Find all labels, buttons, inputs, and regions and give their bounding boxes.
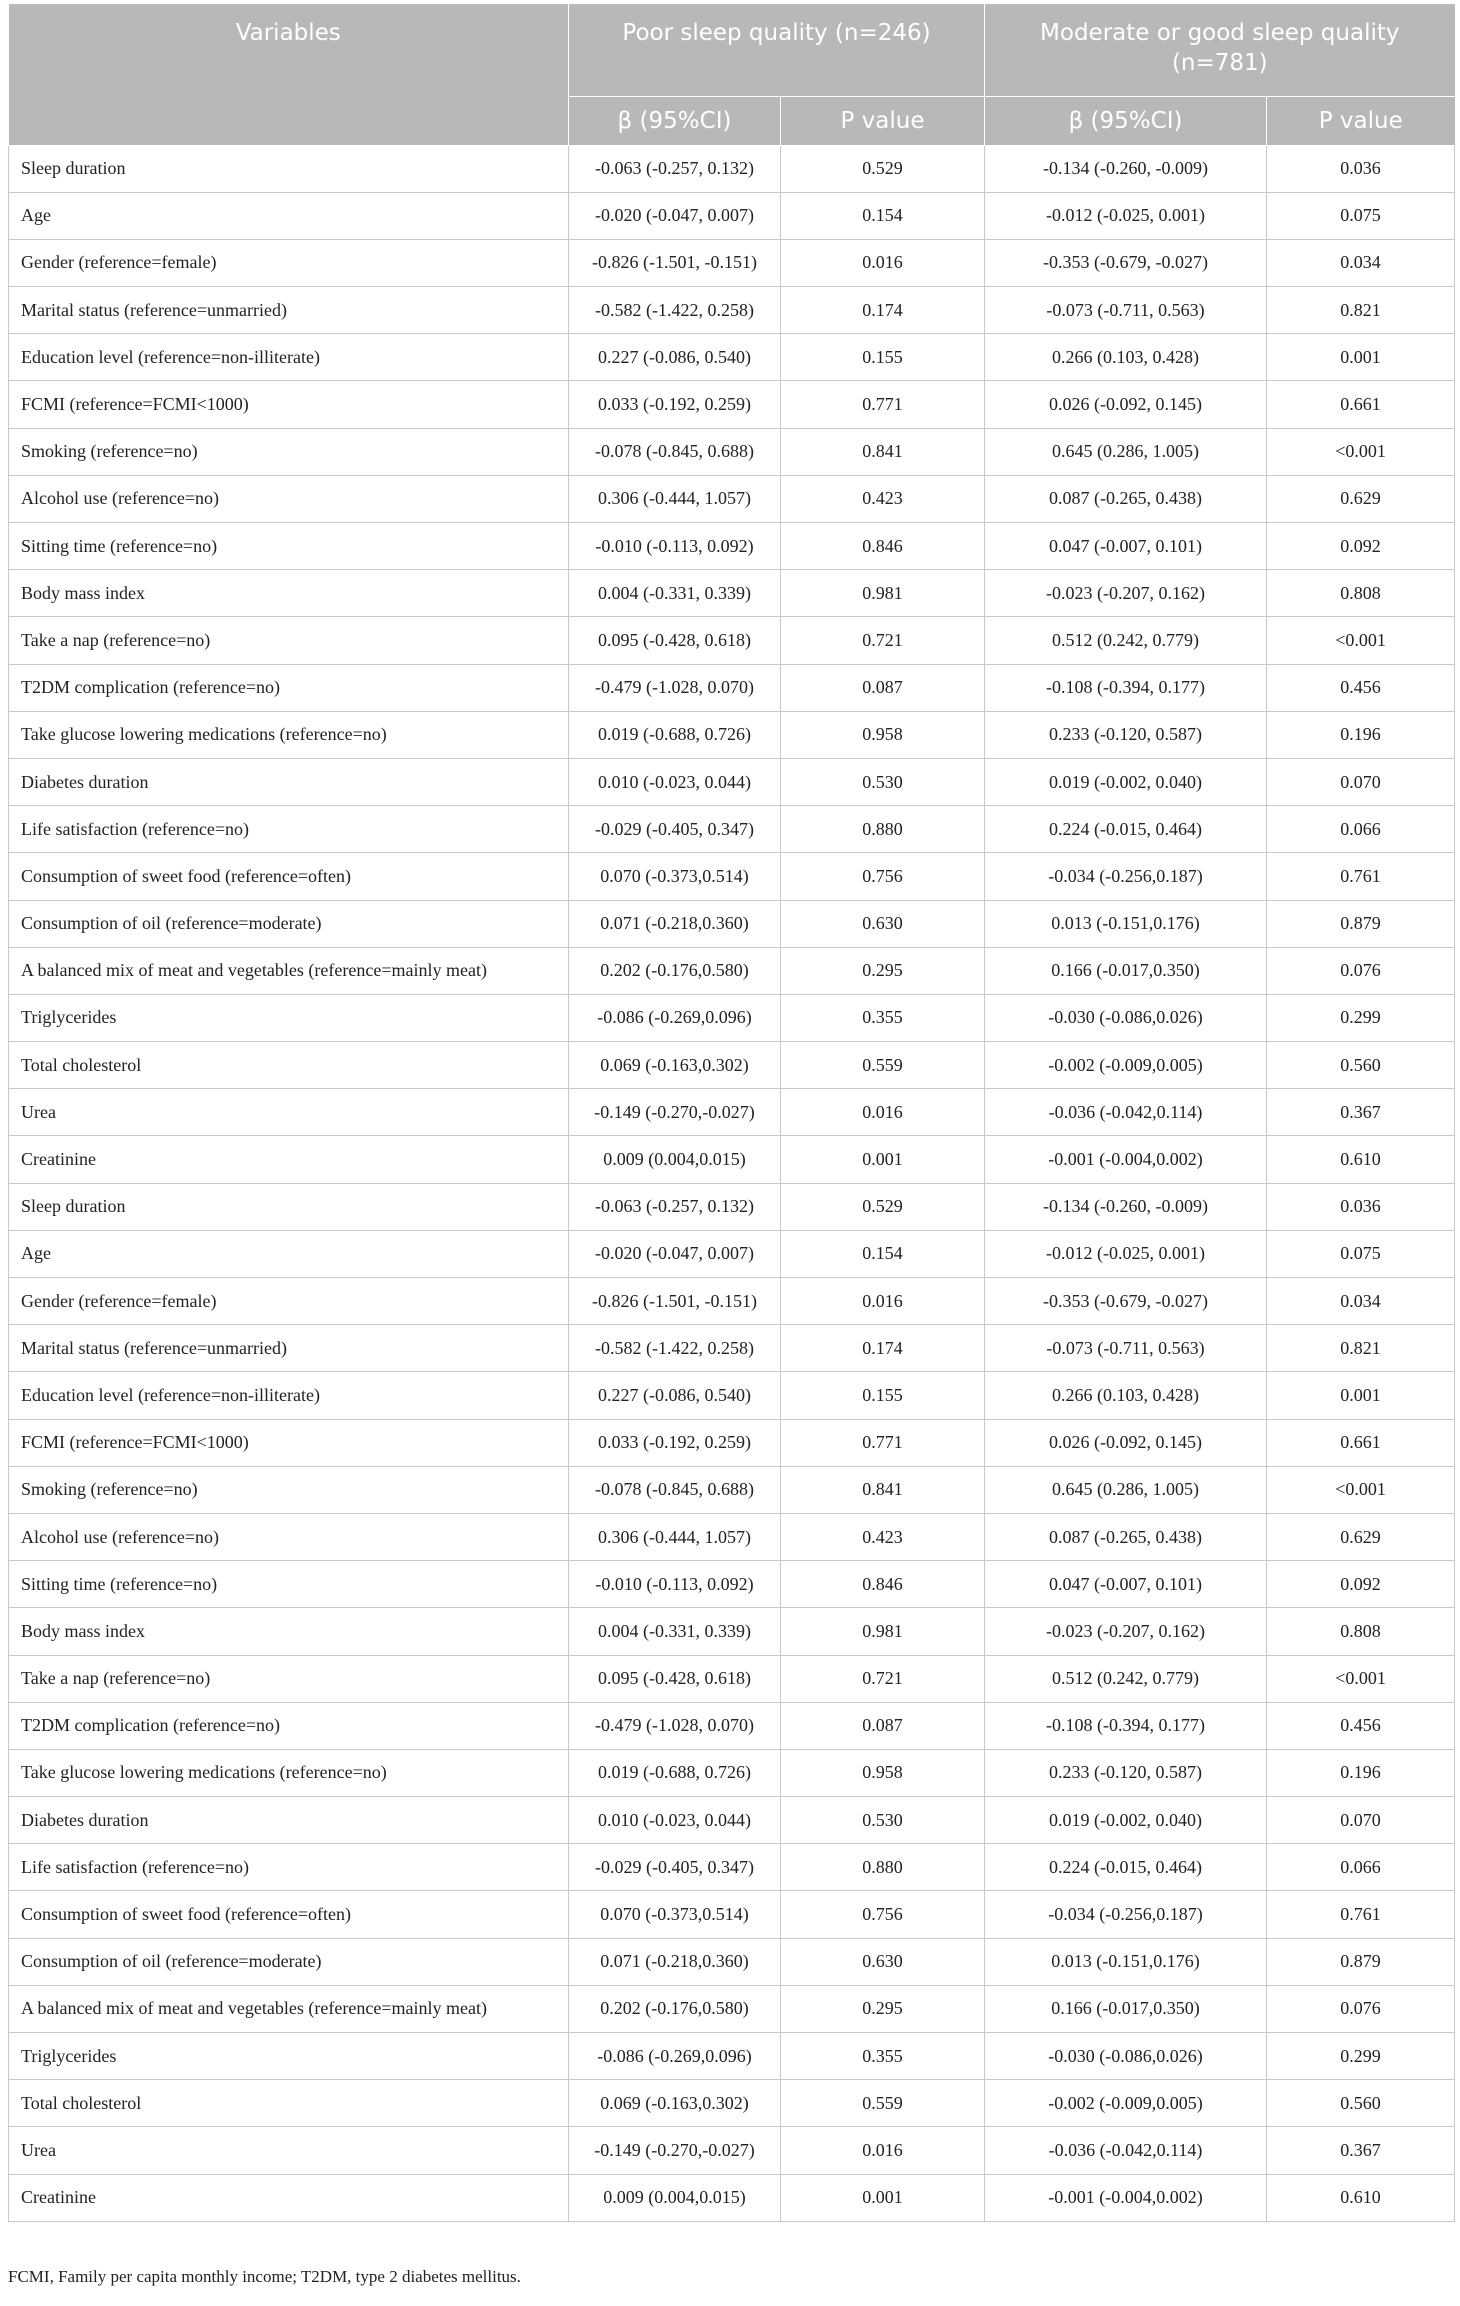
variable-cell: FCMI (reference=FCMI<1000)	[9, 1419, 569, 1466]
table-row	[9, 145, 1455, 192]
pvalue-poor-cell: 0.423	[781, 1513, 985, 1560]
beta-poor-cell: 0.202 (-0.176,0.580)	[569, 1985, 781, 2032]
beta-good-cell: -0.108 (-0.394, 0.177)	[985, 664, 1267, 711]
variable-cell: Take glucose lowering medications (reference=no)	[9, 1749, 569, 1796]
pvalue-poor-cell: 0.880	[781, 806, 985, 853]
pvalue-poor-cell: 0.721	[781, 1655, 985, 1702]
pvalue-poor-cell: 0.846	[781, 523, 985, 570]
beta-poor-cell: -0.149 (-0.270,-0.027)	[569, 2127, 781, 2174]
beta-poor-cell: 0.019 (-0.688, 0.726)	[569, 1749, 781, 1796]
pvalue-poor-cell: 0.958	[781, 1749, 985, 1796]
beta-poor-cell: 0.071 (-0.218,0.360)	[569, 1938, 781, 1985]
beta-poor-cell: 0.095 (-0.428, 0.618)	[569, 617, 781, 664]
table-body	[9, 145, 1455, 2221]
beta-poor-cell: -0.063 (-0.257, 0.132)	[569, 1183, 781, 1230]
pvalue-good-cell: <0.001	[1267, 617, 1455, 664]
variable-cell: Consumption of oil (reference=moderate)	[9, 900, 569, 947]
pvalue-poor-cell: 0.559	[781, 1042, 985, 1089]
pvalue-poor-cell: 0.529	[781, 1183, 985, 1230]
table-row	[9, 1561, 1455, 1608]
pvalue-poor-cell: 0.016	[781, 1278, 985, 1325]
pvalue-good-cell: 0.879	[1267, 900, 1455, 947]
pvalue-poor-cell: 0.841	[781, 1466, 985, 1513]
beta-good-cell: 0.166 (-0.017,0.350)	[985, 947, 1267, 994]
table-header	[9, 4, 1455, 145]
table-row	[9, 1938, 1455, 1985]
pvalue-poor-cell: 0.530	[781, 1797, 985, 1844]
table-row	[9, 1042, 1455, 1089]
beta-poor-cell: -0.086 (-0.269,0.096)	[569, 2033, 781, 2080]
variable-cell: Triglycerides	[9, 994, 569, 1041]
beta-good-cell: 0.166 (-0.017,0.350)	[985, 1985, 1267, 2032]
header-poor-sleep: Poor sleep quality (n=246)	[569, 4, 985, 96]
table-row	[9, 711, 1455, 758]
beta-good-cell: 0.233 (-0.120, 0.587)	[985, 1749, 1267, 1796]
pvalue-good-cell: 0.629	[1267, 475, 1455, 522]
beta-poor-cell: -0.063 (-0.257, 0.132)	[569, 145, 781, 192]
pvalue-poor-cell: 0.841	[781, 428, 985, 475]
beta-good-cell: -0.073 (-0.711, 0.563)	[985, 1325, 1267, 1372]
pvalue-good-cell: <0.001	[1267, 1655, 1455, 1702]
beta-poor-cell: 0.202 (-0.176,0.580)	[569, 947, 781, 994]
header-pvalue-good: P value	[1267, 96, 1455, 145]
variable-cell: FCMI (reference=FCMI<1000)	[9, 381, 569, 428]
pvalue-good-cell: 0.036	[1267, 1183, 1455, 1230]
variable-cell: T2DM complication (reference=no)	[9, 664, 569, 711]
beta-good-cell: -0.023 (-0.207, 0.162)	[985, 1608, 1267, 1655]
variable-cell: Take a nap (reference=no)	[9, 617, 569, 664]
pvalue-poor-cell: 0.016	[781, 2127, 985, 2174]
table-row	[9, 1655, 1455, 1702]
pvalue-poor-cell: 0.771	[781, 381, 985, 428]
beta-good-cell: 0.019 (-0.002, 0.040)	[985, 758, 1267, 805]
beta-poor-cell: 0.306 (-0.444, 1.057)	[569, 1513, 781, 1560]
pvalue-good-cell: 0.075	[1267, 192, 1455, 239]
header-beta-poor: β (95%CI)	[569, 96, 781, 145]
pvalue-poor-cell: 0.630	[781, 1938, 985, 1985]
table-row	[9, 806, 1455, 853]
pvalue-good-cell: 0.661	[1267, 1419, 1455, 1466]
pvalue-good-cell: 0.661	[1267, 381, 1455, 428]
header-variables: Variables	[9, 4, 569, 145]
pvalue-poor-cell: 0.001	[781, 2174, 985, 2221]
table-row	[9, 1325, 1455, 1372]
table-row	[9, 1985, 1455, 2032]
beta-good-cell: 0.266 (0.103, 0.428)	[985, 334, 1267, 381]
variable-cell: Life satisfaction (reference=no)	[9, 806, 569, 853]
table-row	[9, 428, 1455, 475]
beta-good-cell: -0.001 (-0.004,0.002)	[985, 1136, 1267, 1183]
beta-good-cell: -0.036 (-0.042,0.114)	[985, 1089, 1267, 1136]
header-pvalue-poor: P value	[781, 96, 985, 145]
variable-cell: Sitting time (reference=no)	[9, 523, 569, 570]
variable-cell: Sleep duration	[9, 1183, 569, 1230]
beta-good-cell: 0.512 (0.242, 0.779)	[985, 1655, 1267, 1702]
pvalue-good-cell: 0.761	[1267, 1891, 1455, 1938]
variable-cell: Take a nap (reference=no)	[9, 1655, 569, 1702]
variable-cell: Sleep duration	[9, 145, 569, 192]
variable-cell: Creatinine	[9, 2174, 569, 2221]
beta-good-cell: -0.023 (-0.207, 0.162)	[985, 570, 1267, 617]
beta-poor-cell: -0.020 (-0.047, 0.007)	[569, 192, 781, 239]
variable-cell: A balanced mix of meat and vegetables (reference=mainly meat)	[9, 947, 569, 994]
beta-good-cell: 0.013 (-0.151,0.176)	[985, 900, 1267, 947]
variable-cell: T2DM complication (reference=no)	[9, 1702, 569, 1749]
table-row	[9, 2080, 1455, 2127]
pvalue-good-cell: 0.560	[1267, 1042, 1455, 1089]
table-row	[9, 947, 1455, 994]
variable-cell: Age	[9, 192, 569, 239]
table-row	[9, 617, 1455, 664]
pvalue-poor-cell: 0.530	[781, 758, 985, 805]
pvalue-poor-cell: 0.771	[781, 1419, 985, 1466]
pvalue-poor-cell: 0.981	[781, 570, 985, 617]
pvalue-good-cell: 0.821	[1267, 287, 1455, 334]
pvalue-good-cell: 0.629	[1267, 1513, 1455, 1560]
table-row	[9, 853, 1455, 900]
pvalue-good-cell: 0.196	[1267, 1749, 1455, 1796]
variable-cell: Diabetes duration	[9, 1797, 569, 1844]
table-row	[9, 664, 1455, 711]
table-row	[9, 1608, 1455, 1655]
pvalue-good-cell: 0.092	[1267, 1561, 1455, 1608]
beta-good-cell: 0.224 (-0.015, 0.464)	[985, 1844, 1267, 1891]
table-container	[8, 4, 1454, 2222]
beta-poor-cell: -0.010 (-0.113, 0.092)	[569, 1561, 781, 1608]
beta-good-cell: 0.224 (-0.015, 0.464)	[985, 806, 1267, 853]
table-row	[9, 381, 1455, 428]
variable-cell: Marital status (reference=unmarried)	[9, 287, 569, 334]
pvalue-poor-cell: 0.958	[781, 711, 985, 758]
pvalue-poor-cell: 0.630	[781, 900, 985, 947]
pvalue-poor-cell: 0.423	[781, 475, 985, 522]
pvalue-good-cell: <0.001	[1267, 1466, 1455, 1513]
table-row	[9, 192, 1455, 239]
pvalue-poor-cell: 0.154	[781, 1230, 985, 1277]
table-row	[9, 1466, 1455, 1513]
pvalue-poor-cell: 0.355	[781, 2033, 985, 2080]
pvalue-poor-cell: 0.756	[781, 853, 985, 900]
beta-poor-cell: -0.826 (-1.501, -0.151)	[569, 1278, 781, 1325]
beta-good-cell: 0.645 (0.286, 1.005)	[985, 1466, 1267, 1513]
beta-poor-cell: -0.479 (-1.028, 0.070)	[569, 664, 781, 711]
variable-cell: Smoking (reference=no)	[9, 428, 569, 475]
beta-poor-cell: -0.149 (-0.270,-0.027)	[569, 1089, 781, 1136]
table-row	[9, 1419, 1455, 1466]
table-row	[9, 1372, 1455, 1419]
beta-poor-cell: 0.070 (-0.373,0.514)	[569, 1891, 781, 1938]
pvalue-good-cell: 0.034	[1267, 239, 1455, 286]
table-row	[9, 334, 1455, 381]
pvalue-poor-cell: 0.295	[781, 1985, 985, 2032]
table-row	[9, 1183, 1455, 1230]
table-row	[9, 1136, 1455, 1183]
variable-cell: Education level (reference=non-illiterate)	[9, 334, 569, 381]
beta-good-cell: -0.030 (-0.086,0.026)	[985, 2033, 1267, 2080]
table-row	[9, 570, 1455, 617]
variable-cell: Diabetes duration	[9, 758, 569, 805]
table-row	[9, 2174, 1455, 2221]
pvalue-good-cell: 0.076	[1267, 1985, 1455, 2032]
beta-poor-cell: 0.069 (-0.163,0.302)	[569, 2080, 781, 2127]
variable-cell: Triglycerides	[9, 2033, 569, 2080]
variable-cell: Body mass index	[9, 570, 569, 617]
table-row	[9, 1089, 1455, 1136]
beta-poor-cell: 0.306 (-0.444, 1.057)	[569, 475, 781, 522]
beta-poor-cell: -0.029 (-0.405, 0.347)	[569, 806, 781, 853]
table-row	[9, 475, 1455, 522]
pvalue-poor-cell: 0.721	[781, 617, 985, 664]
beta-good-cell: 0.013 (-0.151,0.176)	[985, 1938, 1267, 1985]
beta-good-cell: -0.073 (-0.711, 0.563)	[985, 287, 1267, 334]
pvalue-poor-cell: 0.154	[781, 192, 985, 239]
beta-good-cell: 0.047 (-0.007, 0.101)	[985, 1561, 1267, 1608]
pvalue-poor-cell: 0.756	[781, 1891, 985, 1938]
table-row	[9, 900, 1455, 947]
variable-cell: Alcohol use (reference=no)	[9, 1513, 569, 1560]
pvalue-poor-cell: 0.981	[781, 1608, 985, 1655]
pvalue-good-cell: 0.070	[1267, 758, 1455, 805]
table-row	[9, 1797, 1455, 1844]
pvalue-good-cell: 0.367	[1267, 1089, 1455, 1136]
beta-poor-cell: 0.009 (0.004,0.015)	[569, 1136, 781, 1183]
table-row	[9, 1230, 1455, 1277]
pvalue-good-cell: 0.456	[1267, 1702, 1455, 1749]
beta-good-cell: 0.019 (-0.002, 0.040)	[985, 1797, 1267, 1844]
variable-cell: Gender (reference=female)	[9, 1278, 569, 1325]
beta-poor-cell: 0.019 (-0.688, 0.726)	[569, 711, 781, 758]
beta-good-cell: 0.266 (0.103, 0.428)	[985, 1372, 1267, 1419]
table-row	[9, 2127, 1455, 2174]
pvalue-good-cell: <0.001	[1267, 428, 1455, 475]
variable-cell: Gender (reference=female)	[9, 239, 569, 286]
header-good-sleep: Moderate or good sleep quality (n=781)	[985, 4, 1455, 96]
beta-good-cell: -0.002 (-0.009,0.005)	[985, 2080, 1267, 2127]
beta-poor-cell: 0.227 (-0.086, 0.540)	[569, 334, 781, 381]
beta-good-cell: -0.353 (-0.679, -0.027)	[985, 1278, 1267, 1325]
beta-good-cell: 0.026 (-0.092, 0.145)	[985, 1419, 1267, 1466]
table-row	[9, 2033, 1455, 2080]
beta-good-cell: -0.034 (-0.256,0.187)	[985, 1891, 1267, 1938]
pvalue-good-cell: 0.367	[1267, 2127, 1455, 2174]
pvalue-good-cell: 0.066	[1267, 1844, 1455, 1891]
beta-good-cell: -0.036 (-0.042,0.114)	[985, 2127, 1267, 2174]
table-row	[9, 523, 1455, 570]
beta-poor-cell: 0.009 (0.004,0.015)	[569, 2174, 781, 2221]
header-row-groups	[9, 4, 1455, 96]
pvalue-good-cell: 0.036	[1267, 145, 1455, 192]
table-row	[9, 1844, 1455, 1891]
variable-cell: Body mass index	[9, 1608, 569, 1655]
beta-good-cell: -0.353 (-0.679, -0.027)	[985, 239, 1267, 286]
pvalue-good-cell: 0.808	[1267, 1608, 1455, 1655]
pvalue-poor-cell: 0.880	[781, 1844, 985, 1891]
variable-cell: Consumption of oil (reference=moderate)	[9, 1938, 569, 1985]
pvalue-poor-cell: 0.087	[781, 664, 985, 711]
pvalue-good-cell: 0.456	[1267, 664, 1455, 711]
pvalue-poor-cell: 0.355	[781, 994, 985, 1041]
pvalue-good-cell: 0.076	[1267, 947, 1455, 994]
beta-good-cell: -0.134 (-0.260, -0.009)	[985, 145, 1267, 192]
variable-cell: Age	[9, 1230, 569, 1277]
beta-good-cell: -0.030 (-0.086,0.026)	[985, 994, 1267, 1041]
pvalue-good-cell: 0.092	[1267, 523, 1455, 570]
beta-poor-cell: 0.227 (-0.086, 0.540)	[569, 1372, 781, 1419]
variable-cell: Alcohol use (reference=no)	[9, 475, 569, 522]
beta-poor-cell: 0.033 (-0.192, 0.259)	[569, 1419, 781, 1466]
pvalue-good-cell: 0.196	[1267, 711, 1455, 758]
pvalue-poor-cell: 0.174	[781, 287, 985, 334]
beta-good-cell: 0.087 (-0.265, 0.438)	[985, 1513, 1267, 1560]
variable-cell: Urea	[9, 1089, 569, 1136]
beta-poor-cell: -0.029 (-0.405, 0.347)	[569, 1844, 781, 1891]
variable-cell: Total cholesterol	[9, 1042, 569, 1089]
table-row	[9, 1891, 1455, 1938]
beta-poor-cell: 0.095 (-0.428, 0.618)	[569, 1655, 781, 1702]
beta-good-cell: -0.001 (-0.004,0.002)	[985, 2174, 1267, 2221]
variable-cell: Life satisfaction (reference=no)	[9, 1844, 569, 1891]
table-row	[9, 1749, 1455, 1796]
beta-poor-cell: 0.010 (-0.023, 0.044)	[569, 1797, 781, 1844]
pvalue-poor-cell: 0.155	[781, 334, 985, 381]
beta-good-cell: -0.034 (-0.256,0.187)	[985, 853, 1267, 900]
beta-poor-cell: 0.070 (-0.373,0.514)	[569, 853, 781, 900]
pvalue-poor-cell: 0.016	[781, 1089, 985, 1136]
beta-poor-cell: -0.582 (-1.422, 0.258)	[569, 1325, 781, 1372]
pvalue-good-cell: 0.821	[1267, 1325, 1455, 1372]
beta-poor-cell: 0.071 (-0.218,0.360)	[569, 900, 781, 947]
variable-cell: Total cholesterol	[9, 2080, 569, 2127]
pvalue-good-cell: 0.075	[1267, 1230, 1455, 1277]
beta-poor-cell: -0.479 (-1.028, 0.070)	[569, 1702, 781, 1749]
beta-good-cell: -0.134 (-0.260, -0.009)	[985, 1183, 1267, 1230]
table-row	[9, 1702, 1455, 1749]
regression-table	[8, 4, 1455, 2222]
pvalue-good-cell: 0.299	[1267, 994, 1455, 1041]
variable-cell: Creatinine	[9, 1136, 569, 1183]
pvalue-poor-cell: 0.155	[781, 1372, 985, 1419]
pvalue-poor-cell: 0.846	[781, 1561, 985, 1608]
table-row	[9, 287, 1455, 334]
beta-poor-cell: -0.078 (-0.845, 0.688)	[569, 428, 781, 475]
beta-poor-cell: -0.078 (-0.845, 0.688)	[569, 1466, 781, 1513]
table-row	[9, 1278, 1455, 1325]
pvalue-good-cell: 0.070	[1267, 1797, 1455, 1844]
variable-cell: A balanced mix of meat and vegetables (reference=mainly meat)	[9, 1985, 569, 2032]
table-row	[9, 1513, 1455, 1560]
pvalue-good-cell: 0.560	[1267, 2080, 1455, 2127]
table-row	[9, 994, 1455, 1041]
variable-cell: Urea	[9, 2127, 569, 2174]
pvalue-poor-cell: 0.001	[781, 1136, 985, 1183]
table-row	[9, 239, 1455, 286]
pvalue-good-cell: 0.066	[1267, 806, 1455, 853]
pvalue-poor-cell: 0.087	[781, 1702, 985, 1749]
beta-good-cell: 0.026 (-0.092, 0.145)	[985, 381, 1267, 428]
variable-cell: Sitting time (reference=no)	[9, 1561, 569, 1608]
table-row	[9, 758, 1455, 805]
beta-good-cell: 0.047 (-0.007, 0.101)	[985, 523, 1267, 570]
variable-cell: Marital status (reference=unmarried)	[9, 1325, 569, 1372]
beta-good-cell: -0.012 (-0.025, 0.001)	[985, 192, 1267, 239]
pvalue-good-cell: 0.610	[1267, 1136, 1455, 1183]
variable-cell: Consumption of sweet food (reference=often)	[9, 853, 569, 900]
pvalue-good-cell: 0.808	[1267, 570, 1455, 617]
pvalue-good-cell: 0.610	[1267, 2174, 1455, 2221]
beta-good-cell: 0.512 (0.242, 0.779)	[985, 617, 1267, 664]
pvalue-good-cell: 0.299	[1267, 2033, 1455, 2080]
beta-poor-cell: 0.033 (-0.192, 0.259)	[569, 381, 781, 428]
pvalue-good-cell: 0.879	[1267, 1938, 1455, 1985]
pvalue-poor-cell: 0.174	[781, 1325, 985, 1372]
beta-good-cell: -0.108 (-0.394, 0.177)	[985, 1702, 1267, 1749]
beta-poor-cell: 0.010 (-0.023, 0.044)	[569, 758, 781, 805]
header-beta-good: β (95%CI)	[985, 96, 1267, 145]
variable-cell: Smoking (reference=no)	[9, 1466, 569, 1513]
beta-poor-cell: -0.826 (-1.501, -0.151)	[569, 239, 781, 286]
beta-good-cell: -0.012 (-0.025, 0.001)	[985, 1230, 1267, 1277]
beta-poor-cell: 0.069 (-0.163,0.302)	[569, 1042, 781, 1089]
pvalue-good-cell: 0.001	[1267, 1372, 1455, 1419]
pvalue-poor-cell: 0.016	[781, 239, 985, 286]
beta-good-cell: 0.645 (0.286, 1.005)	[985, 428, 1267, 475]
beta-good-cell: 0.087 (-0.265, 0.438)	[985, 475, 1267, 522]
table-footnote: FCMI, Family per capita monthly income; T2DM, type 2 diabetes mellitus.	[8, 2267, 521, 2286]
beta-poor-cell: -0.582 (-1.422, 0.258)	[569, 287, 781, 334]
pvalue-good-cell: 0.034	[1267, 1278, 1455, 1325]
beta-poor-cell: 0.004 (-0.331, 0.339)	[569, 570, 781, 617]
beta-good-cell: 0.233 (-0.120, 0.587)	[985, 711, 1267, 758]
beta-poor-cell: -0.010 (-0.113, 0.092)	[569, 523, 781, 570]
pvalue-poor-cell: 0.295	[781, 947, 985, 994]
pvalue-good-cell: 0.761	[1267, 853, 1455, 900]
variable-cell: Education level (reference=non-illiterate)	[9, 1372, 569, 1419]
beta-poor-cell: -0.086 (-0.269,0.096)	[569, 994, 781, 1041]
variable-cell: Take glucose lowering medications (reference=no)	[9, 711, 569, 758]
beta-poor-cell: 0.004 (-0.331, 0.339)	[569, 1608, 781, 1655]
beta-good-cell: -0.002 (-0.009,0.005)	[985, 1042, 1267, 1089]
pvalue-poor-cell: 0.529	[781, 145, 985, 192]
beta-poor-cell: -0.020 (-0.047, 0.007)	[569, 1230, 781, 1277]
variable-cell: Consumption of sweet food (reference=often)	[9, 1891, 569, 1938]
pvalue-poor-cell: 0.559	[781, 2080, 985, 2127]
pvalue-good-cell: 0.001	[1267, 334, 1455, 381]
